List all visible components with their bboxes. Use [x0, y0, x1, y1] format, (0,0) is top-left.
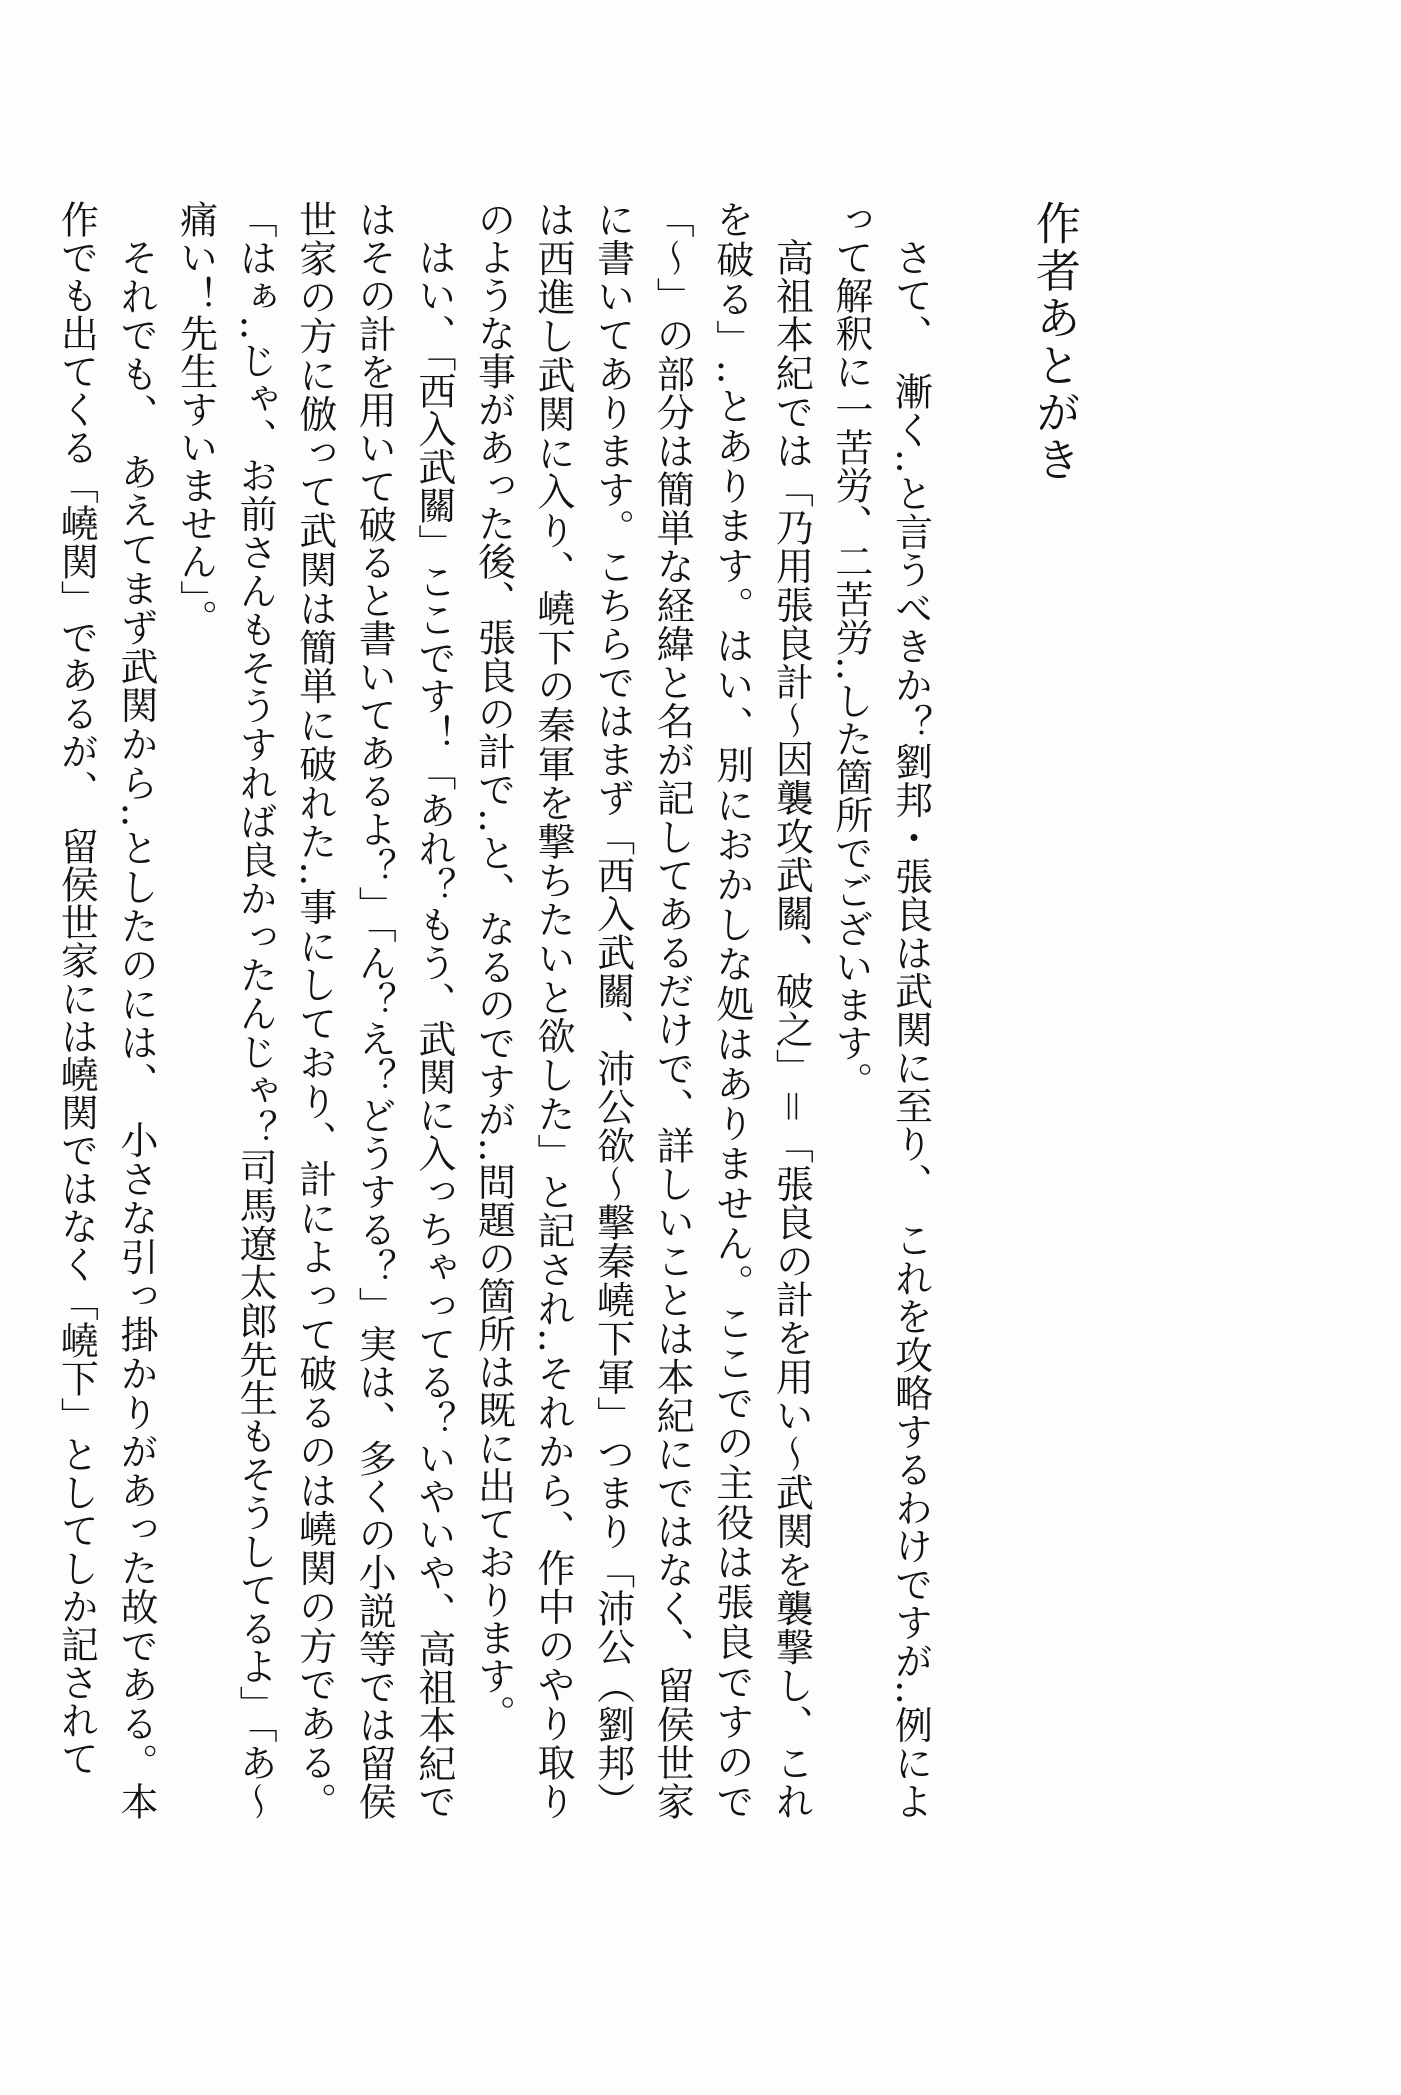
paragraph-soredemo: それでも、 あえてまず武関から‥としたのには、 小さな引っ掛かりがあった故である。本作でも出てくる「嶢関」であるが、 留侯世家には嶢関ではなく「嶢下」としてしか記されて: [54, 200, 156, 1820]
paragraph-intro: さて、 漸く‥と言うべきか？劉邦・張良は武関に至り、 これを攻略するわけですが‥例によって解釈に一苦労、二苦労‥した箇所でございます。: [828, 200, 931, 1820]
page-title: 作者あとがき: [1029, 200, 1079, 484]
paragraph-seinyu-bukan: はい、「西入武關」ここです！「あれ？もう、武関に入っちゃってる？いやいや、高祖本紀ではその計を用いて破ると書いてあるよ？」「ん？え？どうする？」実は、多くの小説等では留侯世家の方に倣って武関は簡単に破れた‥事にしており、計によって破るのは嶢関の方である。「はぁ‥じゃ、お前さんもそうすれば良かったんじゃ？司馬遼太郎先生もそうしてるよ」「あ～痛い！先生すいません」。: [173, 200, 454, 1820]
paragraph-koso-hongi: 高祖本紀では「乃用張良計～因襲攻武關、破之」＝「張良の計を用い～武関を襲撃し、これを破る」‥とあります。はい、別におかしな処はありません。ここでの主役は張良ですので「～」の部分は簡単な経緯と名が記してあるだけで、詳しいことは本紀にではなく、留侯世家に書いてあります。こちらではまず「西入武關、沛公欲～擊秦嶢下軍」つまり「沛公（劉邦）は西進し武関に入り、嶢下の秦軍を撃ちたいと欲した」と記され‥それから、作中のやり取りのような事があった後、張良の計で‥と、なるのですが‥問題の箇所は既に出ております。: [471, 200, 812, 1820]
vertical-text-area: [45, 200, 1179, 1820]
